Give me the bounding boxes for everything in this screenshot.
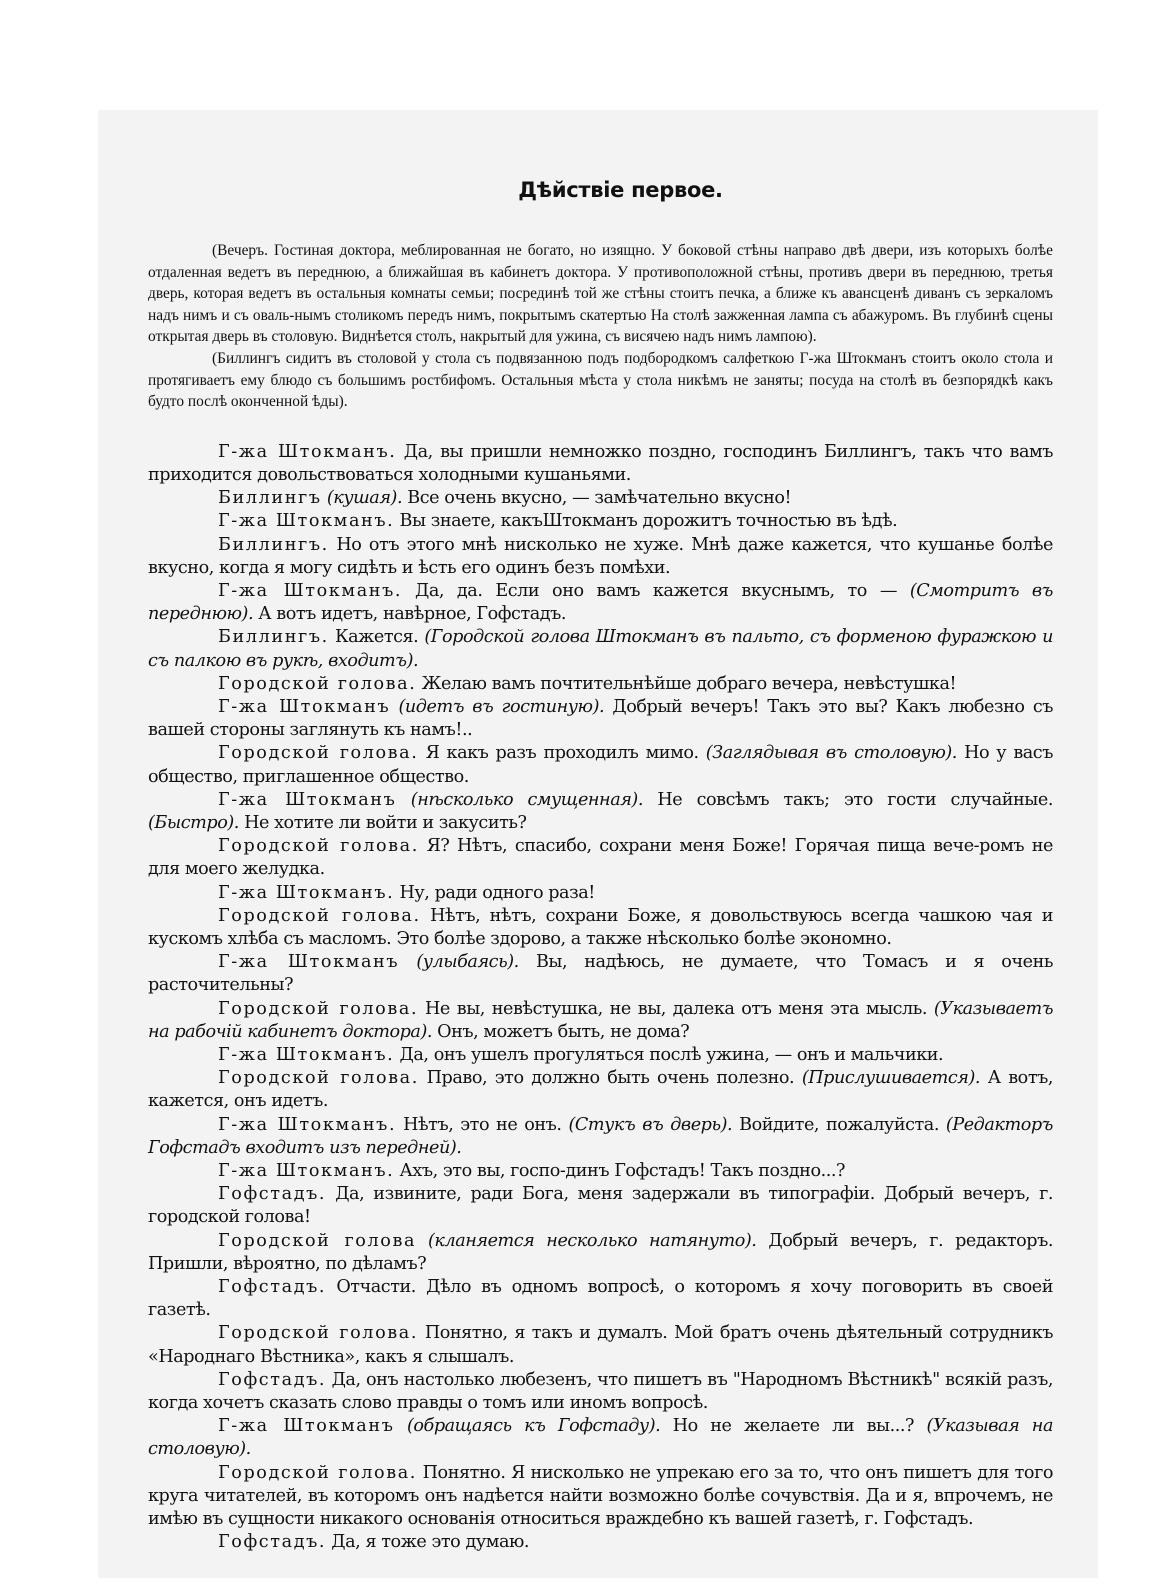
stage-note: (кланяется несколько натянуто). <box>427 1230 757 1251</box>
speaker-name: Городской голова. <box>218 743 419 764</box>
dialogue-line <box>148 882 1053 905</box>
speech-text: Я? Нѣтъ, спасибо, сохрани меня Боже! Горячая пища вече-ромъ не для моего желудка. <box>148 836 1053 880</box>
speaker-name: Биллингъ. <box>218 627 329 648</box>
speaker-name: Городской голова. <box>218 673 417 694</box>
speech-text: Не совсѣмъ такъ; это гости случайные. <box>657 789 1053 810</box>
speaker-name: Г-жа Штокманъ. <box>218 1114 397 1135</box>
speaker-name: Г-жа Штокманъ. <box>218 580 403 601</box>
dialogue-line <box>148 1183 1053 1229</box>
stage-note: (Стукъ въ дверь). <box>568 1114 733 1135</box>
dialogue-line <box>148 998 1053 1044</box>
stage-note: (Заглядывая въ столовую). <box>705 743 957 764</box>
stage-direction: (Вечеръ. Гостиная доктора, меблированная не богато, но изящно. У боковой стѣны направо двѣ двери, изъ которыхъ болѣе отдаленная ведетъ въ переднюю, а ближайшая въ кабинетъ доктора. У противоположной стѣны, противъ двери въ переднюю, третья дверь, которая ведетъ въ остальныя комнаты семьи; посрединѣ той же стѣны стоитъ печка, а ближе къ авансценѣ диванъ съ зеркаломъ надъ нимъ и съ оваль-нымъ столикомъ передъ нимъ, покрытымъ скатертью На столѣ зажженная лампа съ абажуромъ. Въ глубинѣ сцены открытая дверь въ столовую. Виднѣется столъ, накрытый для ужина, съ висячею надъ нимъ лампою). <box>148 242 1053 346</box>
speaker-name: Г-жа Штокманъ. <box>218 1161 395 1182</box>
stage-note: (Прислушивается). <box>801 1068 981 1089</box>
speech-text: Да, вы пришли немножко поздно, господинъ Биллингъ, такъ что вамъ приходится довольствоваться холодными кушаньями. <box>148 441 1053 485</box>
speech-text: Добрый вечеръ, г. редакторъ. Пришли, вѣроятно, по дѣламъ? <box>148 1230 1053 1274</box>
speech-text: Войдите, пожалуйста. <box>739 1114 939 1135</box>
speech-text: Кажется. <box>334 627 419 648</box>
speech-text: Вы знаете, какъШтокманъ дорожитъ точностью въ ѣдѣ. <box>399 511 898 532</box>
dialogue-line <box>148 487 1053 510</box>
speech-text: Понятно, я такъ и думалъ. Мой братъ очень дѣятельный сотрудникъ «Народнаго Вѣстника», какъ я слышалъ. <box>148 1323 1053 1367</box>
speaker-name: Городской голова. <box>218 836 419 857</box>
speaker-name: Гофстадъ. <box>218 1277 327 1298</box>
dialogue-line <box>148 1415 1053 1461</box>
document-body <box>148 178 1053 1555</box>
dialogue-line <box>148 580 1053 626</box>
stage-note: (нѣсколько смущенная). <box>410 789 643 810</box>
stage-note: (идетъ въ гостиную). <box>398 696 605 717</box>
speaker-name: Г-жа Штокманъ. <box>218 441 397 462</box>
speech-text: Я какъ разъ проходилъ мимо. <box>425 743 699 764</box>
dialogue-line <box>148 510 1053 533</box>
dialogue-line <box>148 1160 1053 1183</box>
dialogue-line <box>148 1276 1053 1322</box>
dialogue-line <box>148 835 1053 881</box>
speaker-name: Г-жа Штокманъ <box>218 1416 395 1437</box>
stage-note: (Указывая на столовую). <box>148 1416 1053 1460</box>
stage-note: (Смотритъ въ переднюю). <box>148 580 1053 625</box>
speaker-name: Гофстадъ. <box>218 1184 327 1205</box>
speech-text: Нѣтъ, нѣтъ, сохрани Боже, я довольствуюсь всегда чашкою чая и кускомъ хлѣба съ масломъ. Это болѣе здорово, а также нѣсколько болѣе экономно. <box>148 905 1053 950</box>
speaker-name: Гофстадъ. <box>218 1369 327 1390</box>
speech-text: Но у васъ общество, приглашенное общество. <box>148 743 1053 787</box>
stage-direction: (Биллингъ сидитъ въ столовой у стола съ подвязанною подъ подбородкомъ салфеткою Г-жа Штокманъ стоитъ около стола и протягиваетъ ему блюдо съ большимъ ростбифомъ. Остальныя мѣста у стола никѣмъ не заняты; посуда на столѣ въ безпорядкѣ какъ будто послѣ оконченной ѣды). <box>148 349 1053 411</box>
speech-text: Да, я тоже это думаю. <box>331 1532 530 1553</box>
speaker-name: Г-жа Штокманъ <box>218 952 400 973</box>
stage-note: (Редакторъ Гофстадъ входитъ изъ передней). <box>148 1114 1053 1158</box>
speaker-name: Г-жа Штокманъ. <box>218 1045 395 1066</box>
speech-text: Не хотите ли войти и закусить? <box>244 813 527 833</box>
dialogue-line <box>148 441 1053 487</box>
dialogue-line <box>148 1322 1053 1368</box>
speaker-name: Биллингъ <box>218 488 322 509</box>
speech-text: Отчасти. Дѣло въ одномъ вопросѣ, о которомъ я хочу поговорить въ своей газетѣ. <box>148 1277 1053 1321</box>
speaker-name: Городской голова. <box>218 905 421 926</box>
speech-text: Да, онъ настолько любезенъ, что пишетъ въ "Народномъ Вѣстникѣ" всякій разъ, когда хочетъ сказать слово правды о томъ или иномъ вопросѣ. <box>148 1369 1053 1414</box>
dialogue-line <box>148 673 1053 696</box>
speech-text: Вы, надѣюсь, не думаете, что Томасъ и я очень расточительны? <box>148 952 1053 996</box>
dialogue-line <box>148 1114 1053 1160</box>
stage-note: (Быстро). <box>148 813 239 833</box>
dialogue-line <box>148 1369 1053 1415</box>
dialogue-line <box>148 742 1053 788</box>
speaker-name: Городской голова <box>218 1230 417 1251</box>
speech-text: Но отъ этого мнѣ нисколько не хуже. Мнѣ даже кажется, что кушанье болѣе вкусно, когда я могу сидѣть и ѣсть его одинъ безъ помѣхи. <box>148 534 1053 578</box>
speech-text: Да, онъ ушелъ прогуляться послѣ ужина, — онъ и мальчики. <box>399 1045 944 1066</box>
speaker-name: Городской голова. <box>218 1462 417 1483</box>
stage-note: (улыбаясь). <box>416 952 519 973</box>
speech-text: Добрый вечеръ! Такъ это вы? Какъ любезно съ вашей стороны заглянуть къ намъ!.. <box>148 696 1053 741</box>
dialogue-line <box>148 626 1053 672</box>
dialogue-line <box>148 905 1053 951</box>
speaker-name: Городской голова. <box>218 998 419 1019</box>
speech-text: Право, это должно быть очень полезно. <box>426 1068 795 1089</box>
speech-text: Желаю вамъ почтительнѣйше добраго вечера, невѣстушка! <box>421 673 957 694</box>
speech-text: А вотъ, кажется, онъ идетъ. <box>148 1068 1053 1112</box>
dialogue-line <box>148 1462 1053 1532</box>
speaker-name: Г-жа Штокманъ <box>218 789 397 810</box>
speech-text: Но не желаете ли вы...? <box>672 1416 915 1437</box>
speech-text: Понятно. Я нисколько не упрекаю его за то, что онъ пишетъ для того круга читателей, въ которомъ онъ надѣется найти возможно болѣе сочувствія. Да и я, впрочемъ, не имѣю въ сущности никакого основанія относиться враждебно къ вашей газетѣ, г. Гофстадъ. <box>148 1462 1053 1530</box>
stage-note: (обращаясь къ Гофстаду). <box>406 1416 661 1437</box>
speech-text: Ахъ, это вы, госпо-динъ Гофстадъ! Такъ поздно...? <box>399 1161 846 1182</box>
speech-text: Нѣтъ, это не онъ. <box>403 1114 562 1135</box>
spacer <box>148 413 1053 441</box>
dialogue-line <box>148 1067 1053 1113</box>
dialogue-list <box>148 441 1053 1555</box>
speech-text: Не вы, невѣстушка, не вы, далека отъ меня эта мысль. <box>425 998 928 1019</box>
speech-text: Все очень вкусно, — замѣчательно вкусно! <box>407 488 792 509</box>
dialogue-line <box>148 534 1053 580</box>
stage-note: (Указываетъ на рабочій кабинетъ доктора). <box>148 998 1053 1042</box>
speaker-name: Г-жа Штокманъ <box>218 696 391 717</box>
stage-note: (Городской голова Штокманъ въ пальто, съ форменою фуражкою и съ палкою въ рукѣ, входитъ). <box>148 627 1053 671</box>
act-title: Дѣйствіе первое. <box>518 178 723 202</box>
speaker-name: Г-жа Штокманъ. <box>218 511 395 532</box>
speech-text: Онъ, можетъ быть, не дома? <box>437 1021 690 1042</box>
dialogue-line <box>148 696 1053 742</box>
dialogue-line <box>148 951 1053 997</box>
speaker-name: Гофстадъ. <box>218 1532 327 1553</box>
speech-text: Ну, ради одного раза! <box>399 882 595 903</box>
speech-text: Да, да. Если оно вамъ кажется вкуснымъ, то — <box>414 580 897 601</box>
dialogue-line <box>148 1044 1053 1067</box>
dialogue-line <box>148 1230 1053 1276</box>
speaker-name: Г-жа Штокманъ. <box>218 882 395 903</box>
speaker-name: Городской голова. <box>218 1323 419 1344</box>
dialogue-line <box>148 789 1053 835</box>
speech-text: Да, извините, ради Бога, меня задержали въ типографіи. Добрый вечеръ, г. городской голова! <box>148 1184 1053 1228</box>
speaker-name: Городской голова. <box>218 1068 419 1089</box>
stage-note: (кушая). <box>326 488 403 509</box>
speaker-name: Биллингъ. <box>218 534 329 555</box>
speech-text: А вотъ идетъ, навѣрное, Гофстадъ. <box>258 604 567 625</box>
dialogue-line <box>148 1531 1053 1554</box>
